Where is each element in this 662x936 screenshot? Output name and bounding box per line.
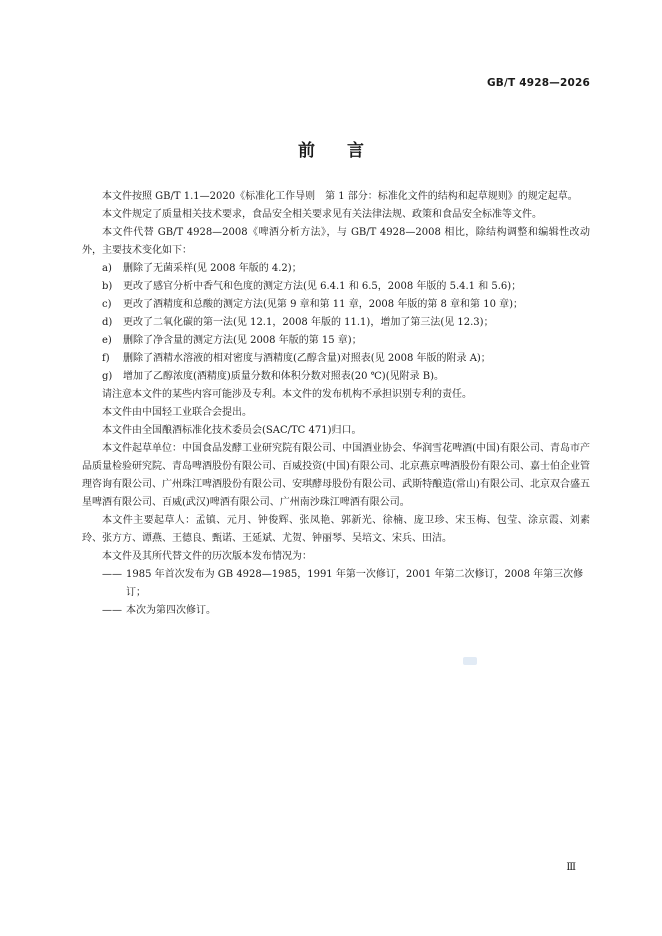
list-item-text: 更改了二氧化碳的第一法(见 12.1，2008 年版的 11.1)，增加了第三法(见 12.3)； — [123, 317, 494, 328]
list-item-label: c) — [102, 299, 112, 310]
list-item — [82, 566, 590, 602]
foreword-body — [82, 188, 590, 620]
paragraph-patent-notice: 请注意本文件的某些内容可能涉及专利。本文件的发布机构不承担识别专利的责任。 — [102, 389, 472, 400]
list-item-label: f) — [102, 353, 110, 364]
list-item — [82, 332, 590, 350]
list-item — [82, 350, 590, 368]
list-item — [82, 314, 590, 332]
list-item-label: e) — [102, 335, 112, 346]
paragraph-scope: 本文件规定了质量相关技术要求，食品安全相关要求见有关法律法规、政策和食品安全标准等文件。 — [102, 209, 542, 220]
list-item-label: g) — [102, 371, 113, 382]
list-item — [82, 278, 590, 296]
list-item-text: 更改了酒精度和总酸的测定方法(见第 9 章和第 11 章，2008 年版的第 8 章和第 10 章)； — [123, 299, 524, 310]
page-title: 前言 — [298, 141, 396, 161]
paragraph-drafting-rules: 本文件按照 GB/T 1.1—2020《标准化工作导则 第 1 部分：标准化文件的结构和起草规则》的规定起草。 — [102, 191, 578, 202]
paragraph-proposer: 本文件由中国轻工业联合会提出。 — [102, 407, 252, 418]
standard-number: GB/T 4928—2026 — [486, 77, 590, 89]
watermark-stamp — [463, 657, 477, 665]
list-item-label: d) — [102, 317, 113, 328]
list-item-text: 删除了酒精水溶液的相对密度与酒精度(乙醇含量)对照表(见 2008 年版的附录 A)； — [123, 353, 491, 364]
changes-list — [82, 260, 590, 386]
list-item — [82, 602, 590, 620]
list-item-text: 增加了乙醇浓度(酒精度)质量分数和体积分数对照表(20 ℃)(见附录 B)。 — [123, 371, 445, 382]
history-list — [82, 566, 590, 620]
paragraph-committee: 本文件由全国酿酒标准化技术委员会(SAC/TC 471)归口。 — [102, 425, 362, 436]
list-item-text: 删除了净含量的测定方法(见 2008 年版的第 15 章)； — [123, 335, 362, 346]
paragraph-replacement: 本文件代替 GB/T 4928—2008《啤酒分析方法》，与 GB/T 4928—2008 相比，除结构调整和编辑性改动外，主要技术变化如下： — [82, 227, 590, 256]
list-item — [82, 368, 590, 386]
dash-marker: —— — [102, 569, 122, 580]
paragraph-drafters: 本文件主要起草人：孟镇、元月、钟俊辉、张凤艳、郭新光、徐楠、庞卫珍、宋玉梅、包莹、涂京霞、刘素玲、张方方、谭燕、王德良、甄诺、王延斌、尤贺、钟丽琴、吴培文、宋兵、田洁。 — [82, 515, 590, 544]
list-item-text: 删除了无菌采样(见 2008 年版的 4.2)； — [123, 263, 302, 274]
page-number: Ⅲ — [566, 862, 576, 873]
list-item — [82, 296, 590, 314]
list-item — [82, 260, 590, 278]
list-item-text: 1985 年首次发布为 GB 4928—1985，1991 年第一次修订，2001 年第二次修订，2008 年第三次修订； — [126, 569, 584, 598]
list-item-text: 更改了感官分析中香气和色度的测定方法(见 6.4.1 和 6.5，2008 年版的 5.4.1 和 5.6)； — [123, 281, 522, 292]
list-item-text: 本次为第四次修订。 — [126, 605, 216, 616]
paragraph-drafting-units: 本文件起草单位：中国食品发酵工业研究院有限公司、中国酒业协会、华润雪花啤酒(中国)有限公司、青岛市产品质量检验研究院、青岛啤酒股份有限公司、百威投资(中国)有限公司、北京燕京啤酒股份有限公司、嘉士伯企业管理咨询有限公司、广州珠江啤酒股份有限公司、安琪酵母股份有限公司、武斯特酿造(常山)有限公司、北京双合盛五星啤酒有限公司、百威(武汉)啤酒有限公司、广州南沙珠江啤酒有限公司。 — [82, 443, 590, 508]
dash-marker: —— — [102, 605, 122, 616]
paragraph-history-intro: 本文件及其所代替文件的历次版本发布情况为： — [102, 551, 312, 562]
list-item-label: a) — [102, 263, 112, 274]
list-item-label: b) — [102, 281, 113, 292]
